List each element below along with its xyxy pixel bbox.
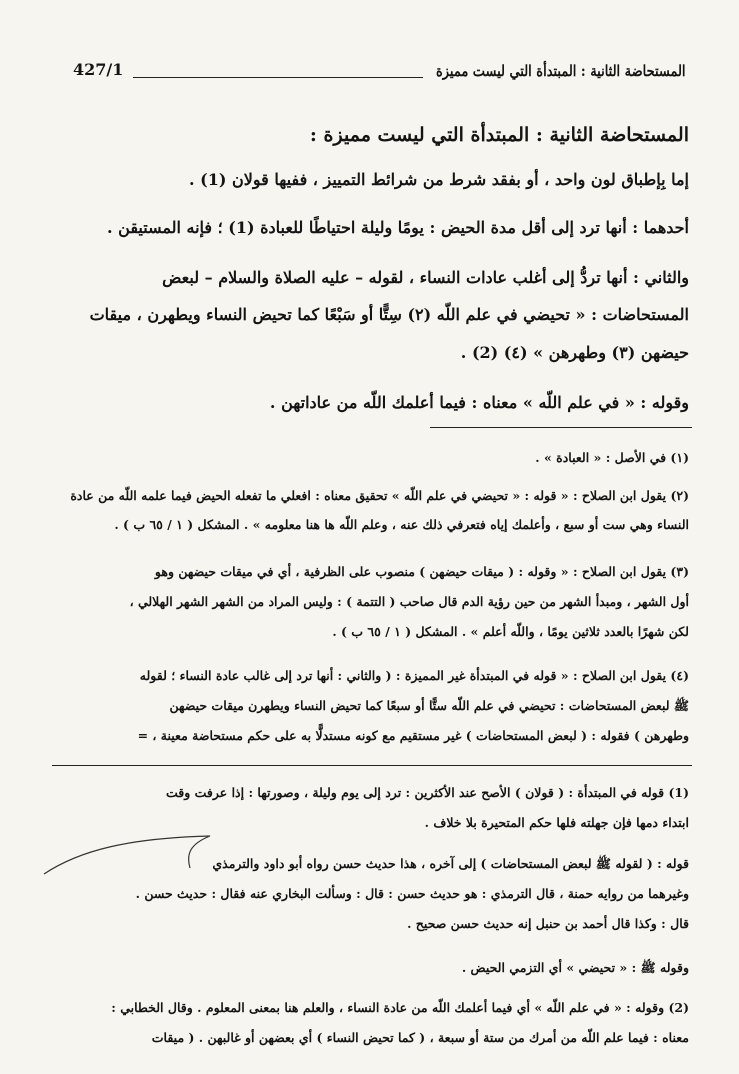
header-rule: [133, 77, 423, 78]
body-line: أحدهما : أنها ترد إلى أقل مدة الحيض : يومًا وليلة احتياطًا للعبادة (1) ؛ فإنه المستيقن .: [107, 218, 689, 237]
body-line: حيضهن (٣) وطهرهن » (٤) (2) .: [460, 343, 689, 362]
footnote-line: النساء وهي ست أو سبع ، وأعلمك إياه فتعرفي ذلك عنه ، وعلم اللّه ها هنا معلومه » . المشكل ( ١ / ٦٥ ب ) .: [114, 517, 689, 532]
body-line: المستحاضات : « تحيضي في علم اللّه (٢) سِتًّا أو سَبْعًا كما تحيض النساء ويطهرن ، ميقات: [89, 305, 689, 324]
annotation-line: (2) وقوله : « في علم اللّه » أي فيما أعلمك اللّه من عادة النساء ، والعلم هنا بمعنى المعلوم . وقال الخطابي :: [111, 1000, 689, 1015]
body-line: وقوله : « في علم اللّه » معناه : فيما أعلمك اللّه من عاداتهن .: [269, 393, 689, 412]
running-title: المستحاضة الثانية : المبتدأة التي ليست مميزة: [436, 62, 686, 80]
annotation-line: وغيرهما من روايه حمنة ، قال الترمذي : هو حديث حسن : قال : وسألت البخاري عنه فقال : حديث حسن .: [135, 886, 689, 901]
footnote-line: وطهرهن ) فقوله : ( لبعض المستحاضات ) غير مستقيم مع كونه مستدلًّا به على حكم مستحاضة معينة ، =: [137, 728, 689, 743]
annotation-line: وقوله ﷺ : « تحيضي » أي التزمي الحيض .: [461, 960, 689, 975]
annotation-line: ابتداء دمها فإن جهلته فلها حكم المتحيرة بلا خلاف .: [424, 815, 689, 830]
annotation-line: معناه : فيما علم اللّه من أمرك من ستة أو سبعة ، ( كما تحيض النساء ) أي بعضهن أو غالبهن . ( ميقات: [151, 1030, 689, 1045]
annotation-line: قوله : ( لقوله ﷺ لبعض المستحاضات ) إلى آخره ، هذا حديث حسن رواه أبو داود والترمذي: [212, 856, 689, 871]
page-number: 427/1: [73, 60, 124, 79]
footnote-line: ﷺ لبعض المستحاضات : تحيضي في علم اللّه ستًّا أو سبعًا كما تحيض النساء ويطهرن ميقات حيضهن: [169, 698, 689, 713]
footnote-line: (٣) يقول ابن الصلاح : « وقوله : ( ميقات حيضهن ) منصوب على الظرفية ، أي في ميقات حيضهن وهو: [154, 564, 689, 579]
annotation-line: (1) قوله في المبتدأة : ( قولان ) الأصح عند الأكثرين : ترد إلى يوم وليلة ، وصورتها : إذا عرفت وقت: [165, 785, 689, 800]
footnote-line: أول الشهر ، ومبدأ الشهر من حين رؤية الدم قال صاحب ( التتمة ) : وليس المراد من الشهر الشهر الهلالي ،: [129, 594, 689, 609]
annotation-separator: [52, 765, 692, 766]
section-title: المستحاضة الثانية : المبتدأة التي ليست مميزة :: [309, 124, 689, 146]
pen-stroke-mark: [40, 830, 240, 880]
footnote-line: (١) في الأصل : « العبادة » .: [535, 450, 689, 465]
body-line: والثاني : أنها تردُّ إلى أغلب عادات النساء ، لقوله – عليه الصلاة والسلام – لبعض: [162, 268, 689, 287]
annotation-line: قال : وكذا قال أحمد بن حنبل إنه حديث حسن صحيح .: [407, 916, 689, 931]
footnote-line: لكن شهرًا بالعدد ثلاثين يومًا ، واللّه أعلم » . المشكل ( ١ / ٦٥ ب ) .: [332, 624, 689, 639]
footnote-separator: [430, 427, 692, 428]
body-line: إما بِإطباق لون واحد ، أو بفقد شرط من شرائط التمييز ، ففيها قولان (1) .: [189, 170, 689, 189]
footnote-line: (٤) يقول ابن الصلاح : « قوله في المبتدأة غير المميزة : ( والثاني : أنها ترد إلى غالب عادة النساء ؛ لقوله: [139, 668, 689, 683]
footnote-line: (٢) يقول ابن الصلاح : « قوله : « تحيضي في علم اللّه » تحقيق معناه : افعلي ما تفعله الحيض فيما علمه اللّه من عادة: [70, 488, 689, 503]
